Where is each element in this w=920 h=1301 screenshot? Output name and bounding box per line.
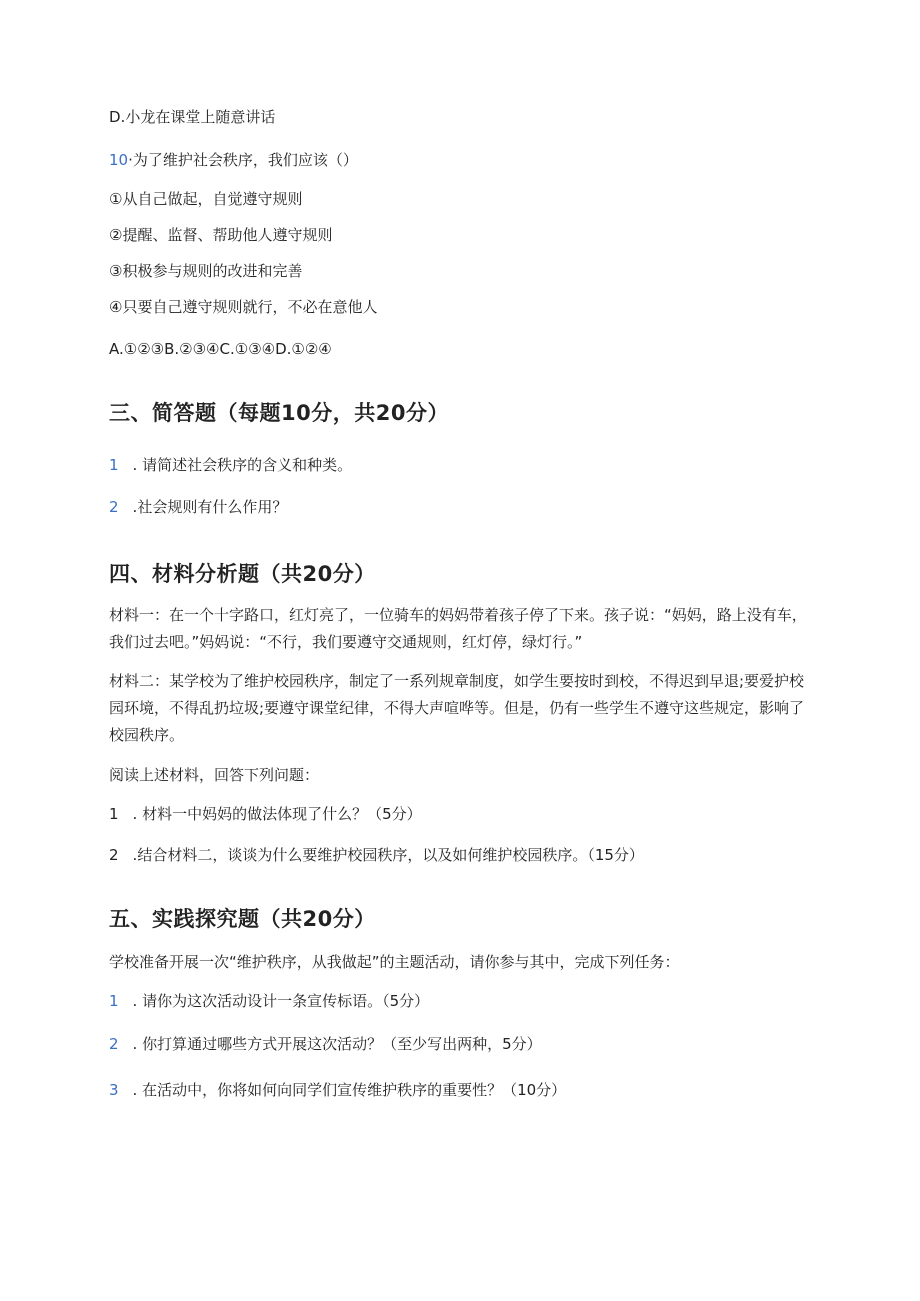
q10-item: ②提醒、监督、帮助他人遵守规则 (109, 226, 333, 244)
question-text: . 材料一中妈妈的做法体现了什么？（5分） (132, 805, 422, 823)
question-text: . 在活动中，你将如何向同学们宣传维护秩序的重要性？（10分） (132, 1081, 567, 1099)
question-number: 2 (109, 498, 119, 516)
q10-item: ③积极参与规则的改进和完善 (109, 262, 303, 280)
question-number: 3 (109, 1081, 119, 1099)
question-text: . 请简述社会秩序的含义和种类。 (132, 456, 353, 474)
section3-question (109, 497, 287, 517)
question-number: 2 (109, 846, 119, 864)
section3-question (109, 455, 352, 475)
q10-item: ①从自己做起，自觉遵守规则 (109, 190, 303, 208)
material-two: 材料二：某学校为了维护校园秩序，制定了一系列规章制度，如学生要按时到校，不得迟到早退;要爱护校园环境，不得乱扔垃圾;要遵守课堂纪律，不得大声喧哗等。但是，仍有一些学生不遵守这些规定，影响了校园秩序。 (109, 672, 805, 744)
question-number: 2 (109, 1035, 119, 1053)
question-number: 1 (109, 992, 119, 1010)
question-text: .社会规则有什么作用？ (132, 498, 288, 516)
question-text: . 请你为这次活动设计一条宣传标语。（5分） (132, 992, 430, 1010)
question-text: .结合材料二，谈谈为什么要维护校园秩序，以及如何维护校园秩序。（15分） (132, 846, 644, 864)
q10-number: 10 (109, 151, 129, 169)
q10-options: A.①②③B.②③④C.①③④D.①②④ (109, 340, 332, 358)
section5-question (109, 1034, 542, 1054)
q10-item: ④只要自己遵守规则就行，不必在意他人 (109, 298, 378, 316)
section5-question (109, 1080, 566, 1100)
q10-text: ·为了维护社会秩序，我们应该（） (128, 151, 358, 169)
question-number: 1 (109, 456, 119, 474)
section3-heading: 三、简答题（每题10分，共20分） (109, 401, 449, 425)
section5-question (109, 991, 429, 1011)
section5-heading: 五、实践探究题（共20分） (109, 907, 376, 931)
section4-heading: 四、材料分析题（共20分） (109, 562, 376, 586)
question-number: 1 (109, 805, 119, 823)
question-text: . 你打算通过哪些方式开展这次活动？（至少写出两种，5分） (132, 1035, 542, 1053)
section5-intro: 学校准备开展一次“维护秩序，从我做起”的主题活动，请你参与其中，完成下列任务： (109, 953, 680, 971)
section4-question (109, 804, 422, 824)
q10-stem (109, 150, 358, 170)
material-one: 材料一：在一个十字路口，红灯亮了，一位骑车的妈妈带着孩子停了下来。孩子说：“妈妈，路上没有车，我们过去吧。”妈妈说：“不行，我们要遵守交通规则，红灯停，绿灯行。” (109, 606, 807, 651)
q9-option-d: D.小龙在课堂上随意讲话 (109, 108, 276, 126)
section4-question (109, 845, 644, 865)
reading-prompt: 阅读上述材料，回答下列问题： (109, 766, 320, 784)
